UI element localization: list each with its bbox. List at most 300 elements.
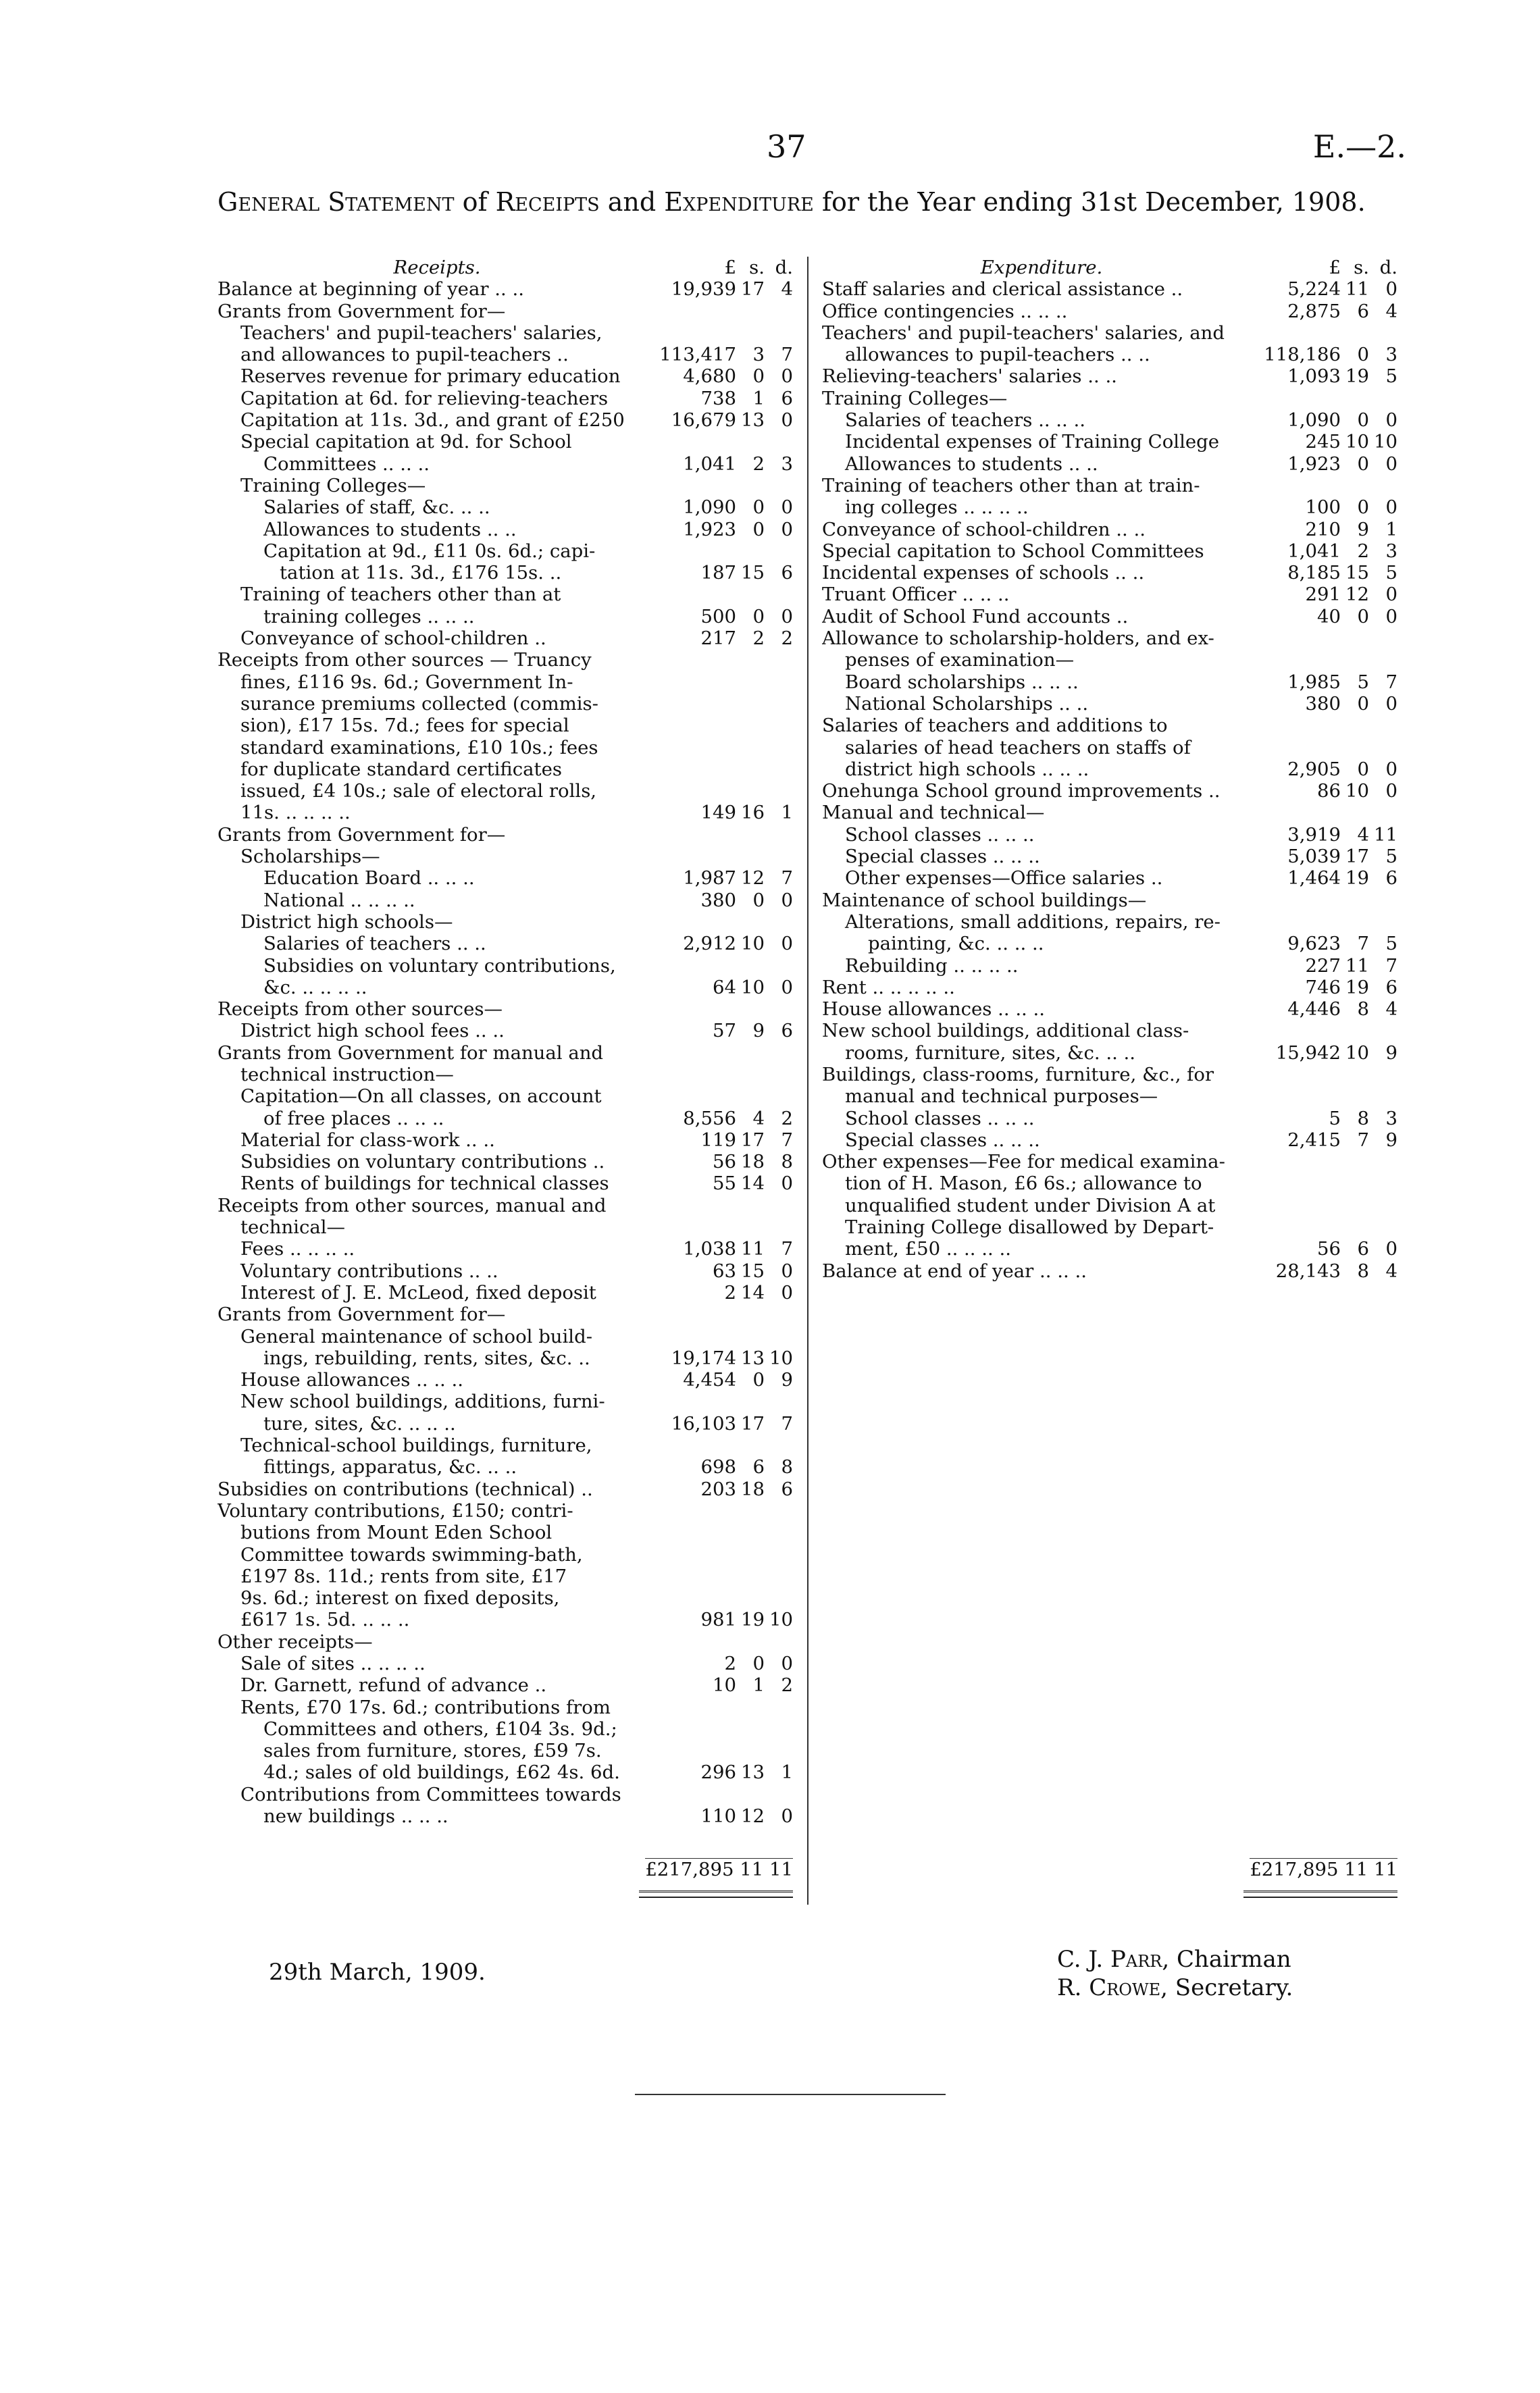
table-row [217,780,793,802]
pence-value: 6 [781,387,793,409]
row-description: £197 8s. 11d.; rents from site, £17 [240,1565,567,1587]
row-amount [657,344,793,365]
row-amount [657,278,793,300]
table-row [822,1216,1397,1238]
row-amount [1261,496,1397,518]
row-description: Grants from Government for— [217,823,506,846]
row-description: Office contingencies .. .. .. [822,300,1068,322]
table-row [822,802,1397,823]
row-description: Truant Officer .. .. .. [822,584,1010,606]
table-row [217,1805,793,1827]
pence-value: 1 [781,1761,793,1784]
table-row [822,584,1397,605]
pence-value: 7 [781,344,793,366]
pence-value: 0 [781,605,793,627]
table-row [822,998,1397,1020]
pounds-value: 296 [700,1761,736,1784]
row-amount [657,1369,793,1391]
row-amount [1261,693,1397,715]
shillings-value: 10 [1345,431,1369,453]
table-row [822,1173,1397,1194]
shillings-value: 1 [752,387,765,409]
row-description: Receipts from other sources, manual and [217,1194,607,1216]
row-description: new buildings .. .. .. [263,1805,448,1828]
table-row [217,431,793,453]
row-description: Technical-school buildings, furniture, [240,1435,592,1457]
pounds-value: 4,680 [683,365,736,388]
pounds-value: 8,556 [683,1107,736,1129]
table-row [217,1129,793,1151]
row-amount [1261,562,1397,584]
table-row [217,1740,793,1761]
row-description: butions from Mount Eden School [240,1522,553,1544]
table-row [217,1042,793,1064]
table-row [822,890,1397,911]
row-amount [1261,955,1397,977]
pence-value: 5 [1385,933,1397,955]
row-amount [657,1609,793,1630]
row-amount [657,890,793,911]
row-amount [657,933,793,954]
row-description: District high schools— [240,910,453,933]
row-description: ture, sites, &c. .. .. .. [263,1412,456,1435]
receipts-rows [217,278,793,1827]
shillings-value: 17 [741,1129,765,1151]
table-row [217,693,793,715]
shillings-value: 6 [1357,300,1369,322]
row-amount [1261,867,1397,889]
row-amount [1261,780,1397,802]
pounds-value: 1,923 [683,518,736,540]
signatures [1057,1945,1293,2002]
row-description: technical— [240,1216,346,1239]
pounds-value: 5,039 [1287,846,1341,868]
row-description: Committees .. .. .. [263,453,430,475]
shillings-value: 16 [741,802,765,824]
shillings-value: 2 [752,453,765,475]
pounds-value: 2,415 [1287,1129,1341,1151]
shillings-value: 0 [752,1653,765,1674]
table-row [217,737,793,758]
table-row [217,519,793,540]
row-description: Allowances to students .. .. [263,518,517,540]
table-row [822,977,1397,998]
shillings-value: 2 [1357,540,1369,562]
chairman-name: C. J. Parr [1057,1946,1162,1973]
table-row [217,671,793,693]
table-row [822,496,1397,518]
table-row [217,1304,793,1325]
row-description: Teachers' and pupil-teachers' salaries, [240,321,602,344]
table-row [217,1456,793,1478]
row-amount [657,365,793,387]
row-description: Special capitation at 9d. for School [240,431,572,453]
row-description: Training Colleges— [822,387,1008,409]
row-amount [657,562,793,584]
shillings-value: 0 [752,365,765,388]
row-amount [1261,1042,1397,1064]
table-row [217,1326,793,1347]
shillings-value: 19 [1345,867,1369,890]
table-row [217,715,793,736]
pence-value: 6 [1385,867,1397,890]
row-description: Voluntary contributions .. .. [240,1260,498,1282]
row-description: Conveyance of school-children .. .. [822,518,1146,540]
row-description: technical instruction— [240,1063,454,1085]
row-description: Balance at beginning of year .. .. [217,278,524,301]
row-description: House allowances .. .. .. [822,998,1046,1021]
row-description: Fees .. .. .. .. [240,1238,355,1260]
row-amount [657,1108,793,1129]
table-row [217,475,793,496]
row-description: House allowances .. .. .. [240,1369,464,1391]
row-description: Grants from Government for manual and [217,1041,604,1064]
title-part-expenditure: Expenditure [664,187,814,217]
row-description: ment, £50 .. .. .. .. [845,1238,1011,1260]
pounds-value: 2 [724,1653,736,1674]
shillings-value: 0 [1357,692,1369,715]
pounds-value: 1,090 [683,496,736,519]
row-amount [657,606,793,627]
row-description: Other receipts— [217,1630,373,1653]
pence-value: 0 [1385,692,1397,715]
pounds-value: 210 [1305,518,1341,540]
row-description: issued, £4 10s.; sale of electoral rolls, [240,780,597,802]
table-row [822,344,1397,365]
pence-value: 10 [1374,431,1397,453]
shillings-value: 13 [741,1761,765,1784]
title-part-receipts: Receipts [495,187,600,217]
shillings-value: 17 [741,1412,765,1435]
table-row [822,1238,1397,1260]
table-row [217,388,793,409]
shillings-value: 19 [741,1609,765,1631]
pounds-value: 28,143 [1275,1260,1341,1282]
expenditure-column [822,257,1397,1898]
table-row [217,301,793,322]
row-amount [657,1282,793,1304]
row-description: Voluntary contributions, £150; contri- [217,1499,573,1522]
row-amount [657,1151,793,1173]
receipts-header-row [217,257,793,278]
pence-value: 3 [1385,540,1397,562]
table-row [822,1085,1397,1107]
pounds-value: 5 [1329,1107,1341,1129]
pence-value: 0 [781,496,793,519]
row-description: Capitation at 6d. for relieving-teachers [240,387,609,409]
pounds-value: 1,987 [683,867,736,890]
statement-date: 29th March, 1909. [269,1959,486,1986]
row-amount [657,453,793,475]
table-row [822,431,1397,453]
shillings-value: 17 [1345,846,1369,868]
pence-value: 0 [1385,453,1397,475]
table-row [217,1500,793,1522]
table-row [217,998,793,1020]
table-row [822,562,1397,584]
pence-value: 3 [1385,1107,1397,1129]
row-amount [1261,671,1397,693]
row-amount [657,1020,793,1041]
row-description: Sale of sites .. .. .. .. [240,1653,426,1674]
shillings-value: 3 [752,344,765,366]
table-row [217,496,793,518]
table-row [822,693,1397,715]
row-description: Staff salaries and clerical assistance .. [822,278,1183,301]
pence-value: 6 [1385,976,1397,998]
row-description: tation at 11s. 3d., £176 15s. .. [280,562,562,584]
table-row [822,824,1397,846]
shillings-value: 15 [1345,562,1369,584]
pounds-value: 2,912 [683,933,736,955]
shillings-value: 0 [1357,409,1369,432]
pence-value: 1 [781,802,793,824]
row-amount [657,867,793,889]
shillings-value: 12 [741,867,765,890]
row-description: Salaries of teachers .. .. [263,933,486,955]
shillings-value: 0 [752,496,765,519]
table-row [217,278,793,300]
shillings-header: s. [749,257,765,278]
statement-title [217,187,1406,217]
shillings-value: 9 [752,1020,765,1042]
shillings-value: 0 [1357,453,1369,475]
pounds-value: 4,446 [1287,998,1341,1021]
pence-value: 9 [1385,1041,1397,1064]
table-row [822,1108,1397,1129]
table-row [822,627,1397,649]
table-row [822,540,1397,562]
row-amount [1261,977,1397,998]
pence-value: 4 [1385,998,1397,1021]
row-description: Receipts from other sources — Truancy [217,649,592,671]
row-description: Training of teachers other than at train- [822,474,1200,496]
row-description: Training Colleges— [240,474,426,496]
pence-value: 0 [781,933,793,955]
row-amount [1261,453,1397,475]
pounds-value: 698 [700,1456,736,1478]
shillings-value: 13 [741,1347,765,1369]
table-row [822,322,1397,344]
shillings-value: 19 [1345,365,1369,388]
row-amount [657,1478,793,1500]
pounds-value: 149 [700,802,736,824]
row-amount [657,977,793,998]
expenditure-heading: Expenditure. [980,257,1103,278]
secretary-role: , Secretary. [1160,1974,1293,2001]
row-description: Committees and others, £104 3s. 9d.; [263,1718,617,1740]
pounds-value: 100 [1305,496,1341,519]
row-description: Alterations, small additions, repairs, re- [845,910,1221,933]
row-description: Rent .. .. .. .. .. [822,976,955,998]
pence-value: 9 [1385,1129,1397,1151]
row-description: &c. .. .. .. .. [263,976,367,998]
table-row [217,1522,793,1543]
shillings-value: 6 [1357,1238,1369,1260]
table-row [217,1435,793,1456]
row-description: General maintenance of school build- [240,1325,592,1347]
row-amount [1261,1129,1397,1151]
shillings-value: 0 [752,889,765,911]
row-description: Receipts from other sources— [217,998,503,1021]
row-description: surance premiums collected (commis- [240,692,598,715]
pence-value: 0 [1385,605,1397,627]
row-description: Rents of buildings for technical classes [240,1173,609,1195]
row-description: Contributions from Committees towards [240,1783,621,1805]
pence-value: 0 [1385,496,1397,519]
table-row [217,365,793,387]
row-description: 4d.; sales of old buildings, £62 4s. 6d. [263,1761,620,1784]
table-row [822,846,1397,867]
table-row [822,867,1397,889]
receipts-heading: Receipts. [393,257,481,278]
table-row [822,758,1397,780]
shillings-value: 2 [752,627,765,650]
shillings-value: 14 [741,1281,765,1304]
table-row [822,1064,1397,1085]
pounds-value: 10 [713,1674,736,1697]
page-number: 37 [767,128,806,165]
shillings-value: 0 [1357,496,1369,519]
table-row [217,911,793,933]
row-description: Buildings, class-rooms, furniture, &c., for [822,1063,1214,1085]
pounds-value: 19,939 [671,278,736,301]
pence-value: 0 [1385,780,1397,802]
pence-value: 10 [769,1347,793,1369]
row-amount [1261,1108,1397,1129]
table-row [217,1238,793,1260]
shillings-value: 4 [752,1107,765,1129]
row-description: manual and technical purposes— [845,1085,1158,1108]
table-row [217,1609,793,1630]
pence-value: 3 [781,453,793,475]
table-row [822,519,1397,540]
row-description: Subsidies on voluntary contributions .. [240,1151,605,1173]
pounds-value: 738 [700,387,736,409]
shillings-value: 8 [1357,1260,1369,1282]
pounds-value: 56 [1317,1238,1341,1260]
row-description: standard examinations, £10 10s.; fees [240,736,598,758]
table-row [217,758,793,780]
row-amount [1261,933,1397,954]
row-description: 11s. .. .. .. .. [240,802,351,824]
pounds-value: 1,985 [1287,671,1341,693]
row-description: Material for class-work .. .. [240,1129,495,1151]
pence-value: 7 [781,1412,793,1435]
row-description: Special classes .. .. .. [845,1129,1040,1151]
shillings-value: 12 [741,1805,765,1828]
shillings-value: 15 [741,1260,765,1282]
pence-value: 0 [781,365,793,388]
pence-value: 5 [1385,365,1397,388]
table-row [217,1784,793,1805]
table-row [822,715,1397,736]
table-row [217,1718,793,1740]
bottom-rule [635,2094,946,2095]
row-description: Training College disallowed by Depart- [845,1216,1214,1239]
row-description: National Scholarships .. .. [845,692,1089,715]
row-description: ing colleges .. .. .. .. [845,496,1029,519]
shillings-value: 17 [741,278,765,301]
chairman-role: , Chairman [1162,1946,1291,1973]
row-description: National .. .. .. .. [263,889,415,911]
table-row [217,1631,793,1653]
table-row [822,780,1397,802]
pounds-value: 1,038 [683,1238,736,1260]
table-row [822,475,1397,496]
shillings-value: 10 [741,933,765,955]
pounds-value: 16,679 [671,409,736,432]
table-row [822,388,1397,409]
shillings-value: 6 [752,1456,765,1478]
row-description: Salaries of staff, &c. .. .. [263,496,490,519]
pence-header: d. [775,257,793,278]
pounds-value: 1,923 [1287,453,1341,475]
table-row [822,955,1397,977]
table-row [822,649,1397,671]
row-amount [1261,1238,1397,1260]
row-description: Onehunga School ground improvements .. [822,780,1221,802]
table-row [217,1085,793,1107]
table-row [217,562,793,584]
pence-value: 0 [781,518,793,540]
pounds-value: 1,041 [1287,540,1341,562]
pence-value: 2 [781,1674,793,1697]
row-description: allowances to pupil-teachers .. .. [845,344,1150,366]
table-row [217,846,793,867]
table-row [217,344,793,365]
pounds-value: 981 [700,1609,736,1631]
row-description: penses of examination— [845,649,1075,671]
table-row [822,606,1397,627]
table-row [822,1151,1397,1173]
table-row [217,1653,793,1674]
pounds-value: 2,875 [1287,300,1341,322]
row-description: ings, rebuilding, rents, sites, &c. .. [263,1347,590,1369]
row-amount [657,1173,793,1194]
table-row [217,1369,793,1391]
pence-value: 9 [781,1369,793,1391]
expenditure-total-row [822,1858,1397,1880]
table-row [822,671,1397,693]
pounds-value: 119 [700,1129,736,1151]
pounds-value: 2,905 [1287,758,1341,780]
pounds-header: £ [724,257,736,278]
row-description: salaries of head teachers on staffs of [845,736,1191,758]
row-amount [657,1456,793,1478]
pounds-value: 9,623 [1287,933,1341,955]
row-description: Other expenses—Office salaries .. [845,867,1163,890]
pence-value: 1 [1385,518,1397,540]
row-description: painting, &c. .. .. .. [868,933,1044,955]
table-row [822,1195,1397,1216]
row-description: fines, £116 9s. 6d.; Government In- [240,671,573,693]
pounds-value: 15,942 [1275,1041,1341,1064]
row-amount [657,1653,793,1674]
row-amount [657,1805,793,1827]
row-description: tion of H. Mason, £6 6s.; allowance to [845,1173,1202,1195]
shillings-value: 8 [1357,998,1369,1021]
table-row [217,1761,793,1783]
expenditure-rows [822,278,1397,1282]
row-description: School classes .. .. .. [845,823,1035,846]
shillings-value: 11 [1345,954,1369,977]
row-description: and allowances to pupil-teachers .. [240,344,569,366]
shillings-value: 4 [1357,823,1369,846]
receipts-total: £217,895 11 11 [645,1859,793,1881]
row-description: Conveyance of school-children .. [240,627,546,650]
row-description: Allowances to students .. .. [845,453,1098,475]
